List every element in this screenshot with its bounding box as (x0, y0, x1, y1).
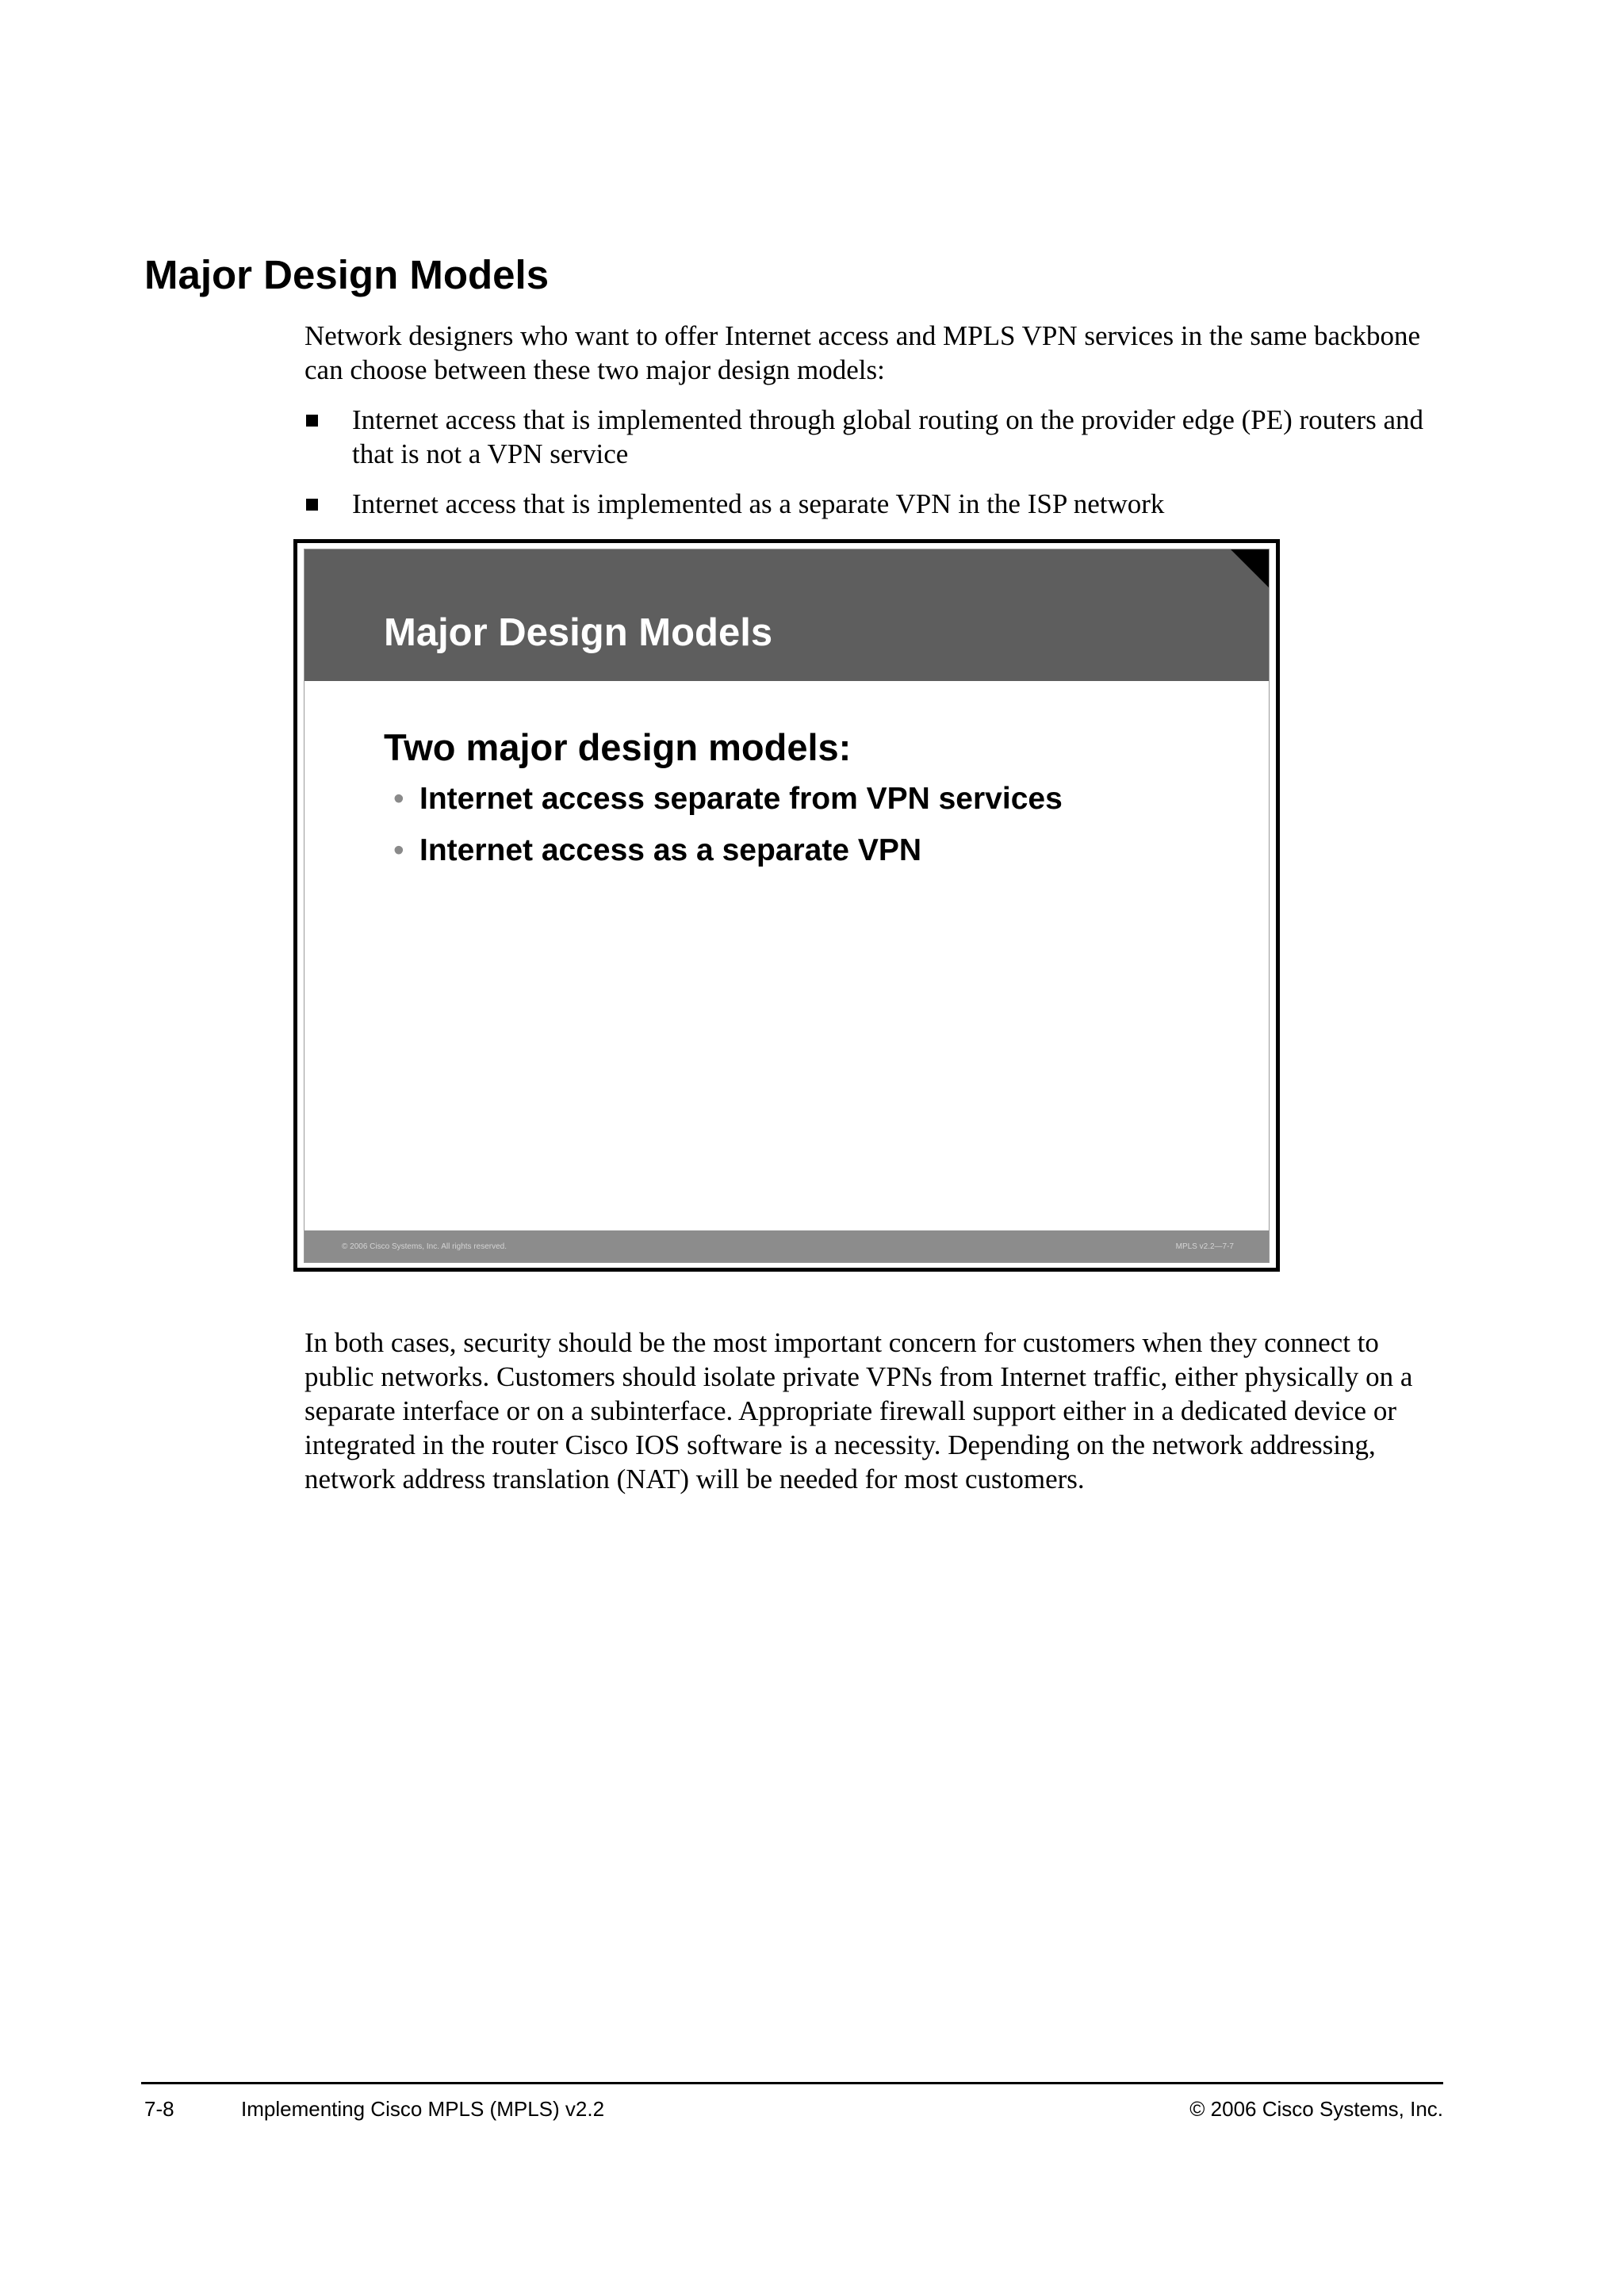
slide-header (304, 549, 1269, 681)
slide-number: MPLS v2.2—7-7 (1175, 1242, 1234, 1251)
page-number: 7-8 (144, 2097, 174, 2121)
bullet-dot-icon: • (393, 782, 404, 816)
slide-copyright: © 2006 Cisco Systems, Inc. All rights reserved. (342, 1242, 508, 1251)
slide-bullet-item (393, 779, 1063, 831)
slide-footer (304, 1230, 1269, 1262)
slide (304, 549, 1270, 1263)
slide-bullet-text: Internet access separate from VPN services (419, 782, 1063, 816)
section-title: Major Design Models (144, 252, 550, 297)
course-title: Implementing Cisco MPLS (MPLS) v2.2 (241, 2097, 605, 2121)
square-bullet-icon (306, 415, 318, 427)
square-bullet-icon (306, 499, 318, 511)
corner-triangle-icon (1231, 549, 1269, 587)
bullet-dot-icon: • (393, 833, 404, 867)
slide-bullet-text: Internet access as a separate VPN (419, 833, 922, 867)
intro-paragraph: Network designers who want to offer Internet access and MPLS VPN services in the same backbone can choose between these two major design models: (304, 320, 1421, 385)
slide-subtitle: Two major design models: (384, 726, 852, 768)
slide-bullet-item (393, 831, 1063, 882)
security-paragraph: In both cases, security should be the most important concern for customers when they connect to public networks. Customers should isolate private VPNs from Internet traffic, either physically on a separate interface or on a subinterface. Appropriate firewall support either in a dedicated device or integrated in the router Cisco IOS software is a necessity. Depending on the network addressing, network address translation (NAT) will be needed for most customers. (304, 1327, 1413, 1494)
slide-title: Major Design Models (384, 611, 773, 654)
footer-copyright: © 2006 Cisco Systems, Inc. (1189, 2097, 1443, 2121)
list-item-text: Internet access that is implemented as a separate VPN in the ISP network (352, 488, 1165, 519)
slide-bullet-list (393, 779, 1063, 882)
design-model-list (304, 403, 1438, 537)
slide-figure (293, 539, 1280, 1272)
list-item (304, 403, 1438, 471)
list-item-text: Internet access that is implemented through global routing on the provider edge (PE) routers and that is not a VPN service (352, 404, 1424, 469)
footer-divider (141, 2082, 1443, 2084)
list-item (304, 487, 1438, 521)
